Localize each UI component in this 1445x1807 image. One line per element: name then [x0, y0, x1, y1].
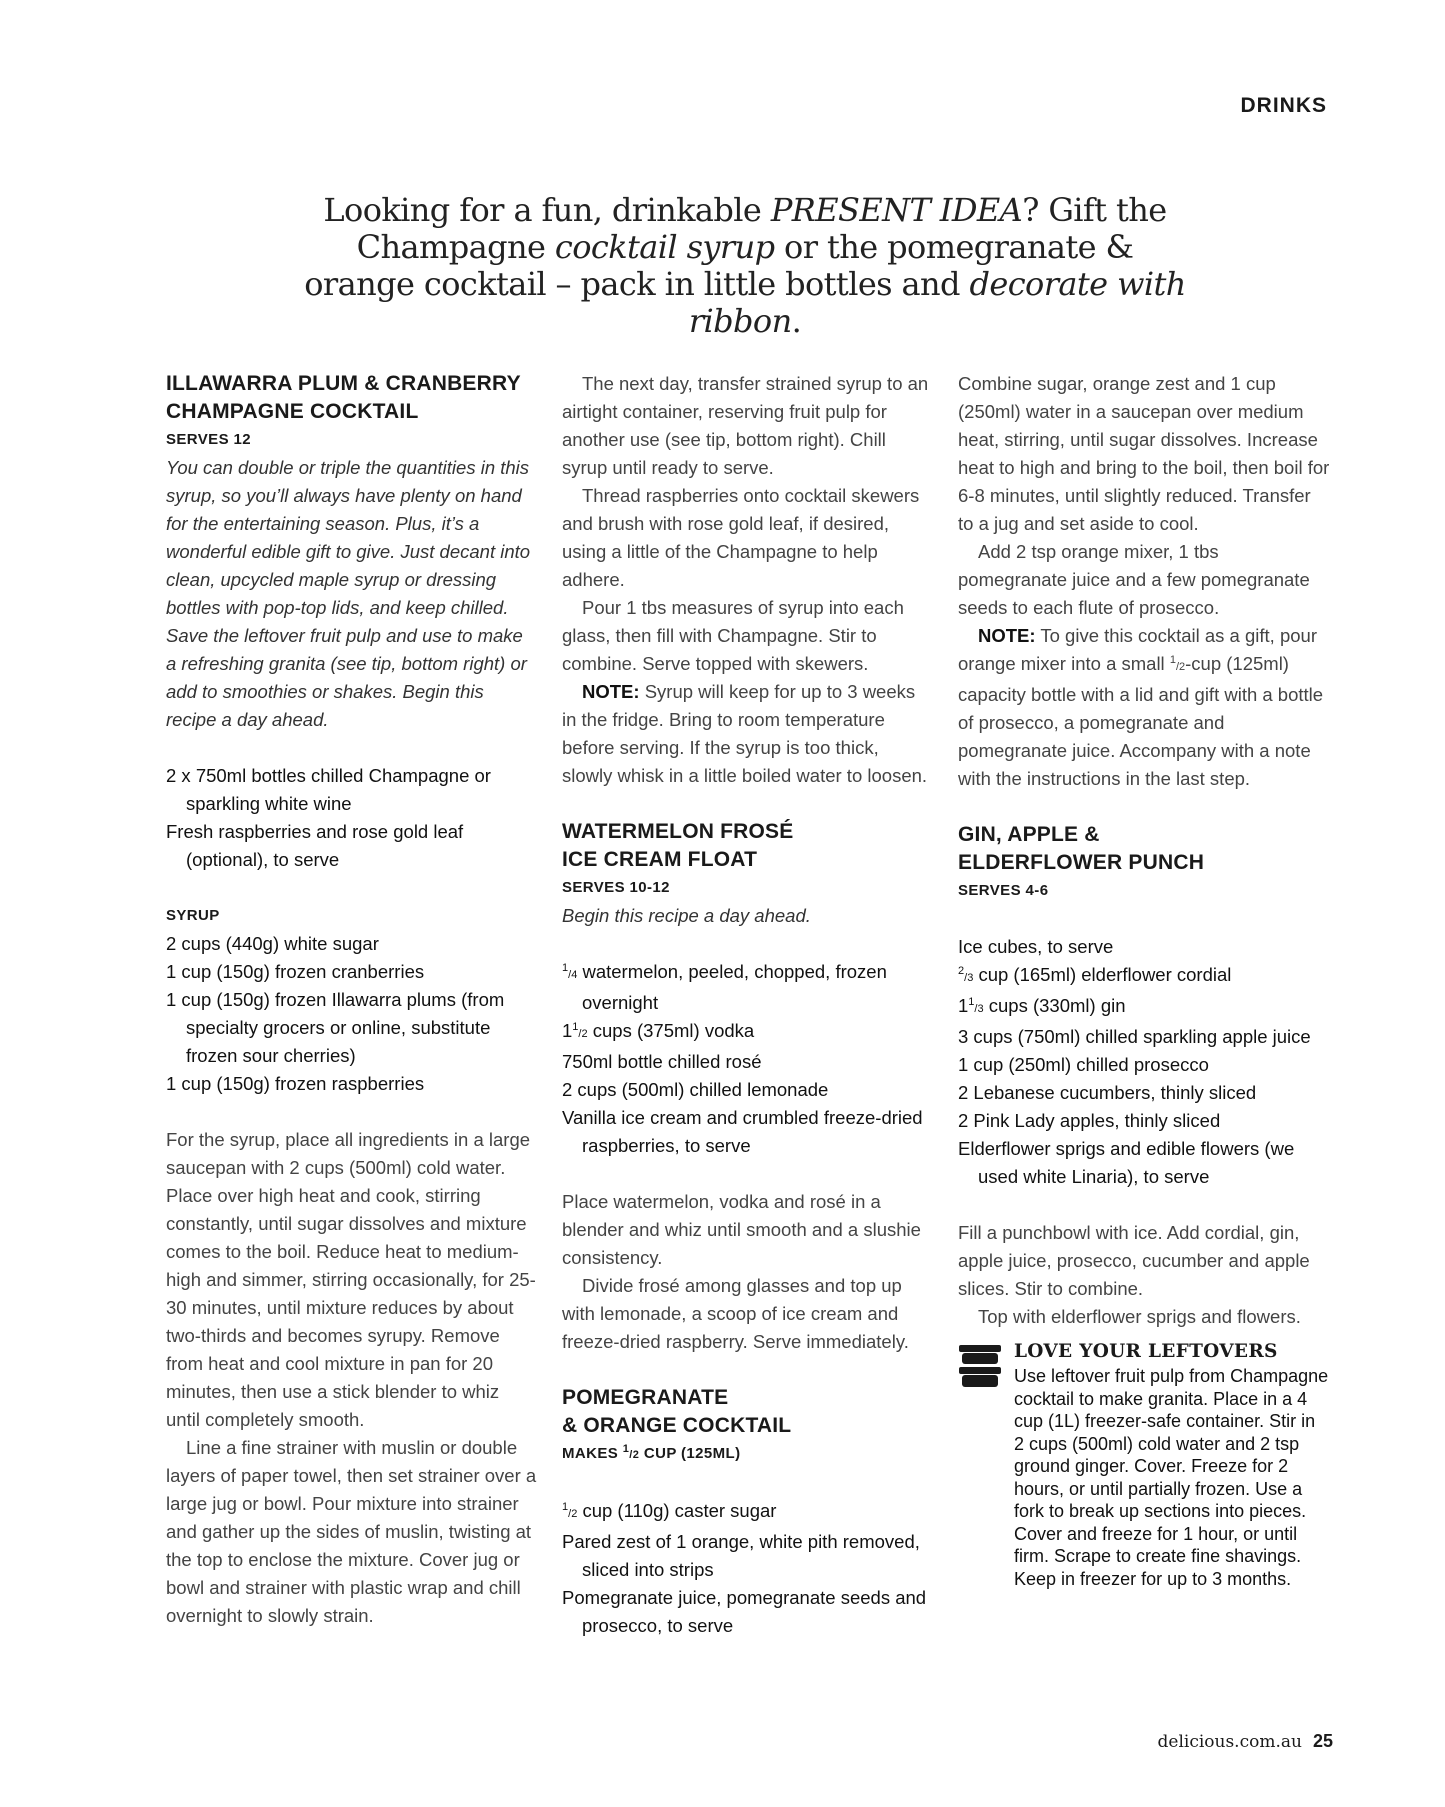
recipe2-serves: SERVES 10-12: [562, 879, 670, 896]
recipe1-intro: You can double or triple the quantities in this syrup, so you’ll always have plenty on hand for the entertaining season. Plus, it’s a wonderful edible gift to give. Just decant into clean, upcycled maple syrup or dressing bottles with pop-top lids, and keep chilled. Save the leftover fruit pulp and use to make a refreshing granita (see tip, bottom right) or add to smoothies or shakes. Begin this recipe a day ahead.: [166, 457, 531, 730]
recipe3-title: POMEGRANATE & ORANGE COCKTAIL: [562, 1386, 792, 1437]
ingredient: $1^1/3$ cups (330ml) gin: [958, 995, 1126, 1016]
ingredient: Elderflower sprigs and edible flowers (we used white Linaria), to serve: [958, 1138, 1295, 1187]
ingredient: $^1$/4 watermelon, peeled, chopped, frozen overnight: [562, 961, 887, 1013]
recipe1-note: NOTE: Syrup will keep for up to 3 weeks in the fridge. Bring to room temperature before serving. If the syrup is too thick, slowly whisk in a little boiled water to loosen.: [562, 681, 928, 786]
site-url: delicious.com.au: [1157, 1732, 1302, 1752]
recipe1-serves: SERVES 12: [166, 431, 252, 448]
ingredient: $1^1/2$ cups (375ml) vodka: [562, 1020, 755, 1041]
leftovers-body: Use leftover fruit pulp from Champagne cocktail to make granita. Place in a 4 cup (1L) freezer-safe container. Stir in 2 cups (500ml) cold water and 2 tsp ground ginger. Cover. Freeze for 2 hours, or until partially frozen. Use a fork to break up sections into pieces. Cover and freeze for 1 hour, or until firm. Scrape to create fine shavings. Keep in freezer for up to 3 months.: [1014, 1366, 1329, 1589]
recipe2-intro: Begin this recipe a day ahead.: [562, 905, 811, 926]
ingredient: Pomegranate juice, pomegranate seeds and prosecco, to serve: [562, 1587, 927, 1636]
container-icon: [958, 1343, 1002, 1397]
intro-pullquote: Looking for a fun, drinkable PRESENT IDEA? Gift the Champagne cocktail syrup or the pomegranate & orange cocktail – pack in little bottles and decorate with ribbon.: [304, 191, 1186, 340]
method-step: Fill a punchbowl with ice. Add cordial, gin, apple juice, prosecco, cucumber and apple slices. Stir to combine.: [958, 1222, 1310, 1299]
method-step: Thread raspberries onto cocktail skewers and brush with rose gold leaf, if desired, using a little of the Champagne to help adhere.: [562, 485, 920, 590]
ingredient: 1 cup (150g) frozen raspberries: [166, 1073, 425, 1094]
method-step: Divide frosé among glasses and top up with lemonade, a scoop of ice cream and freeze-dried raspberry. Serve immediately.: [562, 1275, 909, 1352]
method-step: Pour 1 tbs measures of syrup into each glass, then fill with Champagne. Stir to combine. Serve topped with skewers.: [562, 597, 904, 674]
ingredient: Pared zest of 1 orange, white pith removed, sliced into strips: [562, 1531, 920, 1580]
leftovers-tip: [958, 1339, 1330, 1590]
ingredient: 1 cup (150g) frozen Illawarra plums (from specialty grocers or online, substitute frozen sour cherries): [166, 989, 505, 1066]
method-step: Line a fine strainer with muslin or double layers of paper towel, then set strainer over a large jug or bowl. Pour mixture into strainer and gather up the sides of muslin, twisting at the top to enclose the mixture. Cover jug or bowl and strainer with plastic wrap and chill overnight to slowly strain.: [166, 1437, 537, 1626]
method-step: Place watermelon, vodka and rosé in a blender and whiz until smooth and a slushie consistency.: [562, 1191, 921, 1268]
ingredient: Vanilla ice cream and crumbled freeze-dried raspberries, to serve: [562, 1107, 923, 1156]
ingredient: 2 cups (440g) white sugar: [166, 933, 379, 954]
ingredient: 1 cup (250ml) chilled prosecco: [958, 1054, 1209, 1075]
ingredient: 1 cup (150g) frozen cranberries: [166, 961, 425, 982]
ingredient: 2 Lebanese cucumbers, thinly sliced: [958, 1082, 1257, 1103]
method-step: Add 2 tsp orange mixer, 1 tbs pomegranate juice and a few pomegranate seeds to each flute of prosecco.: [958, 541, 1310, 618]
page-number: 25: [1312, 1731, 1333, 1751]
ingredient: 750ml bottle chilled rosé: [562, 1051, 762, 1072]
recipe3-note: NOTE: To give this cocktail as a gift, pour orange mixer into a small $^1$/2-cup (125ml) capacity bottle with a lid and gift with a bottle of prosecco, a pomegranate and pomegranate juice. Accompany with a note with the instructions in the last step.: [958, 625, 1324, 789]
method-step: Combine sugar, orange zest and 1 cup (250ml) water in a saucepan over medium heat, stirring, until sugar dissolves. Increase heat to high and bring to the boil, then boil for 6-8 minutes, until slightly reduced. Transfer to a jug and set aside to cool.: [958, 373, 1330, 534]
ingredient: 2 x 750ml bottles chilled Champagne or sparkling white wine: [166, 765, 491, 814]
leftovers-title: LOVE YOUR LEFTOVERS: [1014, 1341, 1278, 1362]
ingredient: $^1$/2 cup (110g) caster sugar: [562, 1500, 777, 1521]
page-footer: [1158, 1731, 1334, 1752]
column-2: [562, 370, 934, 1640]
recipe2-title: WATERMELON FROSÉ ICE CREAM FLOAT: [562, 820, 794, 871]
recipe4-serves: SERVES 4-6: [958, 882, 1049, 899]
recipe1-title: ILLAWARRA PLUM & CRANBERRY CHAMPAGNE COCKTAIL: [166, 372, 521, 423]
ingredient: Ice cubes, to serve: [958, 936, 1114, 957]
syrup-heading: SYRUP: [166, 907, 220, 924]
ingredient: 2 Pink Lady apples, thinly sliced: [958, 1110, 1221, 1131]
column-1: [166, 370, 538, 1630]
method-step: For the syrup, place all ingredients in a large saucepan with 2 cups (500ml) cold water. Place over high heat and cook, stirring constantly, until sugar dissolves and mixture comes to the boil. Reduce heat to medium-high and simmer, stirring occasionally, for 25-30 minutes, until mixture reduces by about two-thirds and becomes syrupy. Remove from heat and cool mixture in pan for 20 minutes, then use a stick blender to whiz until completely smooth.: [166, 1129, 536, 1430]
ingredient: Fresh raspberries and rose gold leaf (optional), to serve: [166, 821, 464, 870]
method-step: The next day, transfer strained syrup to an airtight container, reserving fruit pulp for another use (see tip, bottom right). Chill syrup until ready to serve.: [562, 373, 929, 478]
column-3: [958, 370, 1330, 1590]
method-step: Top with elderflower sprigs and flowers.: [978, 1306, 1301, 1327]
ingredient: 2 cups (500ml) chilled lemonade: [562, 1079, 829, 1100]
ingredient: 3 cups (750ml) chilled sparkling apple juice: [958, 1026, 1311, 1047]
ingredient: $^2$/3 cup (165ml) elderflower cordial: [958, 964, 1232, 985]
section-label: DRINKS: [1240, 94, 1327, 117]
recipe3-makes: MAKES $^1$/2 CUP (125ML): [562, 1443, 741, 1462]
recipe4-title: GIN, APPLE & ELDERFLOWER PUNCH: [958, 823, 1205, 874]
